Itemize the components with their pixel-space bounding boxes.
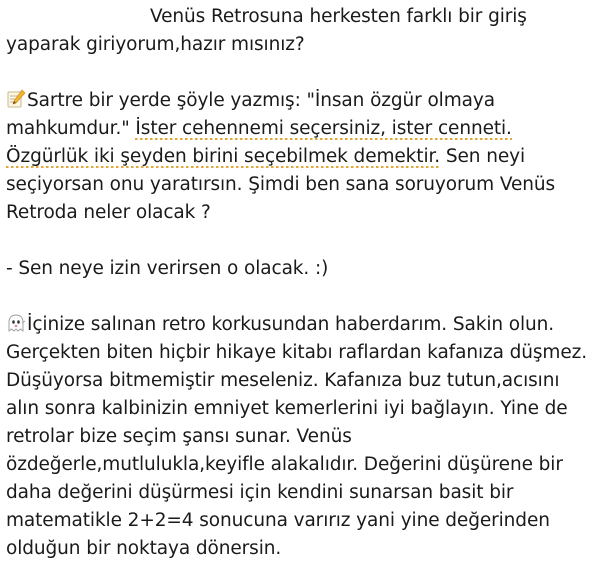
ghost-icon <box>6 313 26 333</box>
text-span: İçinize salınan retro korkusundan haberdarım. Sakin olun. <box>27 314 555 335</box>
text-span: Düşüyorsa bitmemiştir meseleniz. Kafanıza buz tutun,acısını <box>6 370 560 391</box>
text-line <box>150 4 527 30</box>
text-span: özdeğerle,mutlulukla,keyifle alakalıdır. Değerini düşürene bir <box>6 454 563 475</box>
text-line <box>6 480 513 506</box>
text-span: mahkumdur." <box>6 118 136 139</box>
text-line <box>6 256 328 282</box>
memo-icon <box>6 89 26 109</box>
text-line <box>6 368 559 394</box>
text-span: Sen neyi <box>440 146 525 167</box>
text-line <box>6 452 563 478</box>
text-span: - Sen neye izin verirsen o olacak. :) <box>6 258 329 279</box>
text-line <box>6 144 525 170</box>
text-span: Sartre bir yerde şöyle yazmış: "İnsan özgür olmaya <box>27 90 495 111</box>
text-line <box>6 536 281 562</box>
text-span: matematikle 2+2=4 sonucuna varırız yani yine değerinden <box>6 510 550 531</box>
text-span: olduğun bir noktaya dönersin. <box>6 538 282 559</box>
text-line <box>6 424 352 450</box>
text-line <box>6 32 305 58</box>
text-span: seçiyorsan onu yaratırsın. Şimdi ben sana soruyorum Venüs <box>6 174 556 195</box>
text-span: yaparak giriyorum,hazır mısınız? <box>6 34 305 55</box>
text-line <box>6 172 555 198</box>
text-span: daha değerini düşürmesi için kendini sunarsan basit bir <box>6 482 514 503</box>
text-line <box>6 200 211 226</box>
text-span: Retroda neler olacak ? <box>6 202 211 223</box>
text-span: Venüs Retrosuna herkesten farklı bir giriş <box>150 6 527 27</box>
text-span: retrolar bize seçim şansı sunar. Venüs <box>6 426 352 447</box>
text-span: Gerçekten biten hiçbir hikaye kitabı raflardan kafanıza düşmez. <box>6 342 588 363</box>
text-line <box>6 116 512 142</box>
highlighted-text: İster cehennemi seçersiniz, ister cenneti. <box>135 118 512 139</box>
text-line <box>6 396 568 422</box>
text-line <box>6 508 550 534</box>
highlighted-text: Özgürlük iki şeyden birini seçebilmek demektir. <box>6 146 441 167</box>
text-line <box>6 340 587 366</box>
text-line <box>6 88 495 114</box>
text-line <box>6 312 554 338</box>
text-span: alın sonra kalbinizin emniyet kemerlerini iyi bağlayın. Yine de <box>6 398 568 419</box>
